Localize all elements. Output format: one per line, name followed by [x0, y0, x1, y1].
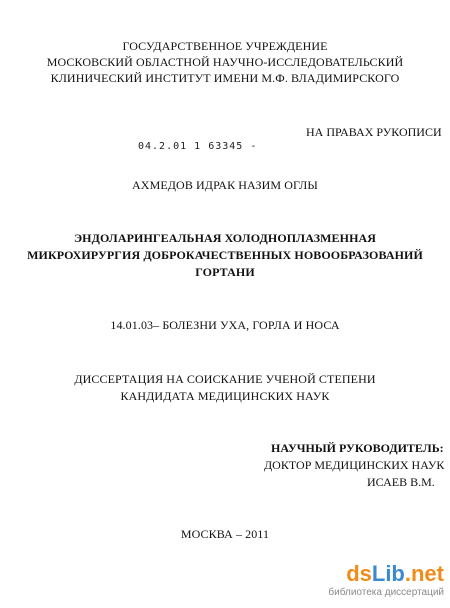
dslib-watermark: [324, 562, 444, 602]
dissertation-title-line-3: ГОРТАНИ: [195, 265, 255, 279]
institution-line-3: КЛИНИЧЕСКИЙ ИНСТИТУТ ИМЕНИ М.Ф. ВЛАДИМИРСКОГО: [50, 71, 400, 85]
degree-line-2: КАНДИДАТА МЕДИЦИНСКИХ НАУК: [120, 389, 330, 403]
author-name: АХМЕДОВ ИДРАК НАЗИМ ОГЛЫ: [132, 178, 318, 192]
institution-line-2: МОСКОВСКИЙ ОБЛАСТНОЙ НАУЧНО-ИССЛЕДОВАТЕЛЬСКИЙ: [46, 55, 404, 69]
registration-stamp: 04.2.01 1 63345 -: [138, 141, 258, 152]
specialty-code: 14.01.03– БОЛЕЗНИ УХА, ГОРЛА И НОСА: [110, 318, 340, 332]
dslib-subtitle: библиотека диссертаций: [328, 587, 444, 598]
dissertation-title-line-1: ЭНДОЛАРИНГЕАЛЬНАЯ ХОЛОДНОПЛАЗМЕННАЯ: [73, 231, 377, 245]
supervisor-name: ИСАЕВ В.М.: [367, 475, 435, 489]
dissertation-title-line-2: МИКРОХИРУРГИЯ ДОБРОКАЧЕСТВЕННЫХ НОВООБРАЗОВАНИЙ: [27, 248, 423, 262]
supervisor-label: НАУЧНЫЙ РУКОВОДИТЕЛЬ:: [271, 441, 444, 455]
degree-line-1: ДИССЕРТАЦИЯ НА СОИСКАНИЕ УЧЕНОЙ СТЕПЕНИ: [74, 372, 376, 386]
manuscript-rights: НА ПРАВАХ РУКОПИСИ: [306, 125, 442, 139]
supervisor-degree: ДОКТОР МЕДИЦИНСКИХ НАУК: [264, 458, 445, 472]
dslib-logo: dsLib.net: [346, 561, 444, 586]
institution-line-1: ГОСУДАРСТВЕННОЕ УЧРЕЖДЕНИЕ: [122, 39, 328, 53]
city-year: МОСКВА – 2011: [180, 527, 270, 541]
